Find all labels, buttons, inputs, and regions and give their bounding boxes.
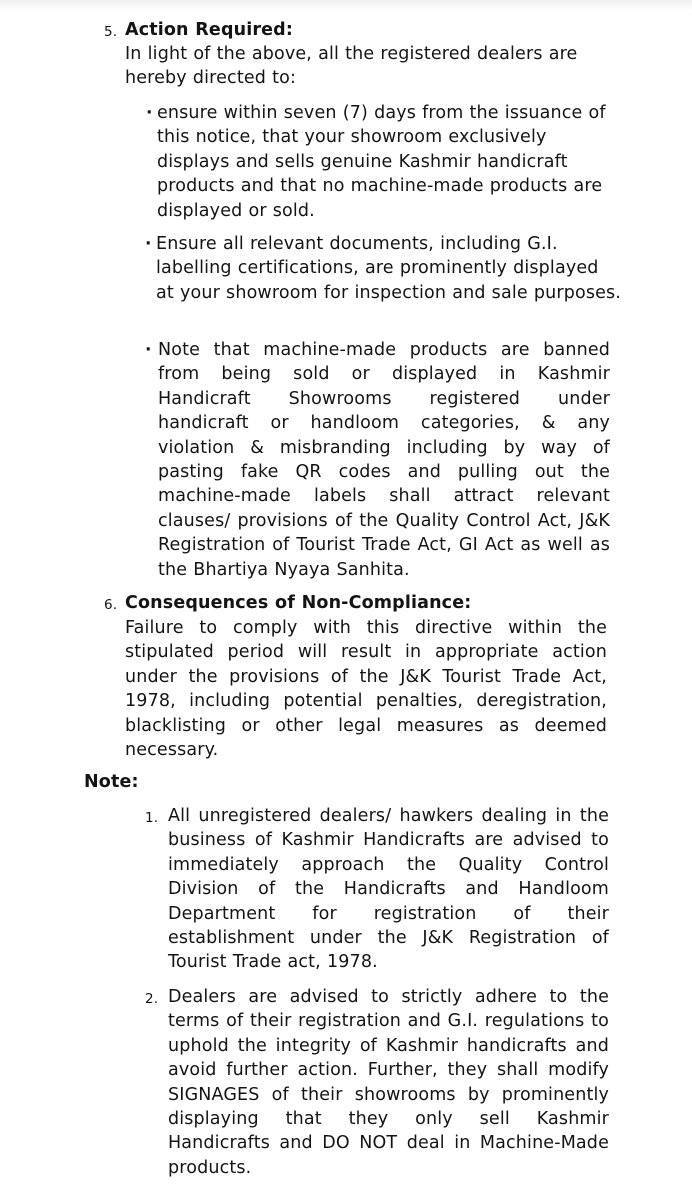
bullet-marker: ·	[146, 103, 153, 123]
note-number: 1.	[145, 810, 159, 826]
note-text: All unregistered dealers/ hawkers dealing in the business of Kashmir Handicrafts are advised to immediately approach the Quality Control Division of the Handicrafts and Handloom Department for registration of their establishment under the J&K Registration of Tourist Trade act, 1978.	[168, 806, 609, 973]
section-heading: Consequences of Non-Compliance:	[125, 593, 472, 613]
section-number: 5.	[104, 24, 118, 40]
section-body: Failure to comply with this directive within the stipulated period will result in appropriate action under the provisions of the J&K Tourist Trade Act, 1978, including potential penalties, deregistration, blacklisting or other legal measures as deemed necessary.	[125, 618, 607, 761]
section-heading: Action Required:	[125, 20, 294, 40]
note-number: 2.	[145, 991, 159, 1007]
bullet-text: ensure within seven (7) days from the issuance of this notice, that your showroom exclusively displays and sells genuine Kashmir handicraft products and that no machine-made products are displayed or sold.	[157, 103, 606, 221]
note-text: Dealers are advised to strictly adhere to the terms of their registration and G.I. regulations to uphold the integrity of Kashmir handicrafts and avoid further action. Further, they shall modify SIGNAGES of their showrooms by prominently displaying that they only sell Kashmir Handicrafts and DO NOT deal in Machine-Made products.	[168, 987, 609, 1178]
bullet-text: Ensure all relevant documents, including G.I. labelling certifications, are prominently displayed at your showroom for inspection and sale purposes.	[156, 234, 621, 303]
top-fade-bar	[0, 0, 692, 10]
bullet-marker: ·	[145, 234, 152, 254]
section-number: 6.	[104, 597, 118, 613]
bullet-text: Note that machine-made products are banned from being sold or displayed in Kashmir Handicraft Showrooms registered under handicraft or handloom categories, & any violation & misbranding including by way of pasting fake QR codes and pulling out the machine-made labels shall attract relevant clauses/ provisions of the Quality Control Act, J&K Registration of Tourist Trade Act, GI Act as well as the Bhartiya Nyaya Sanhita.	[158, 340, 610, 580]
section-intro: In light of the above, all the registered dealers are hereby directed to:	[125, 44, 578, 89]
bullet-marker: ·	[145, 340, 152, 360]
note-title: Note:	[84, 772, 139, 792]
